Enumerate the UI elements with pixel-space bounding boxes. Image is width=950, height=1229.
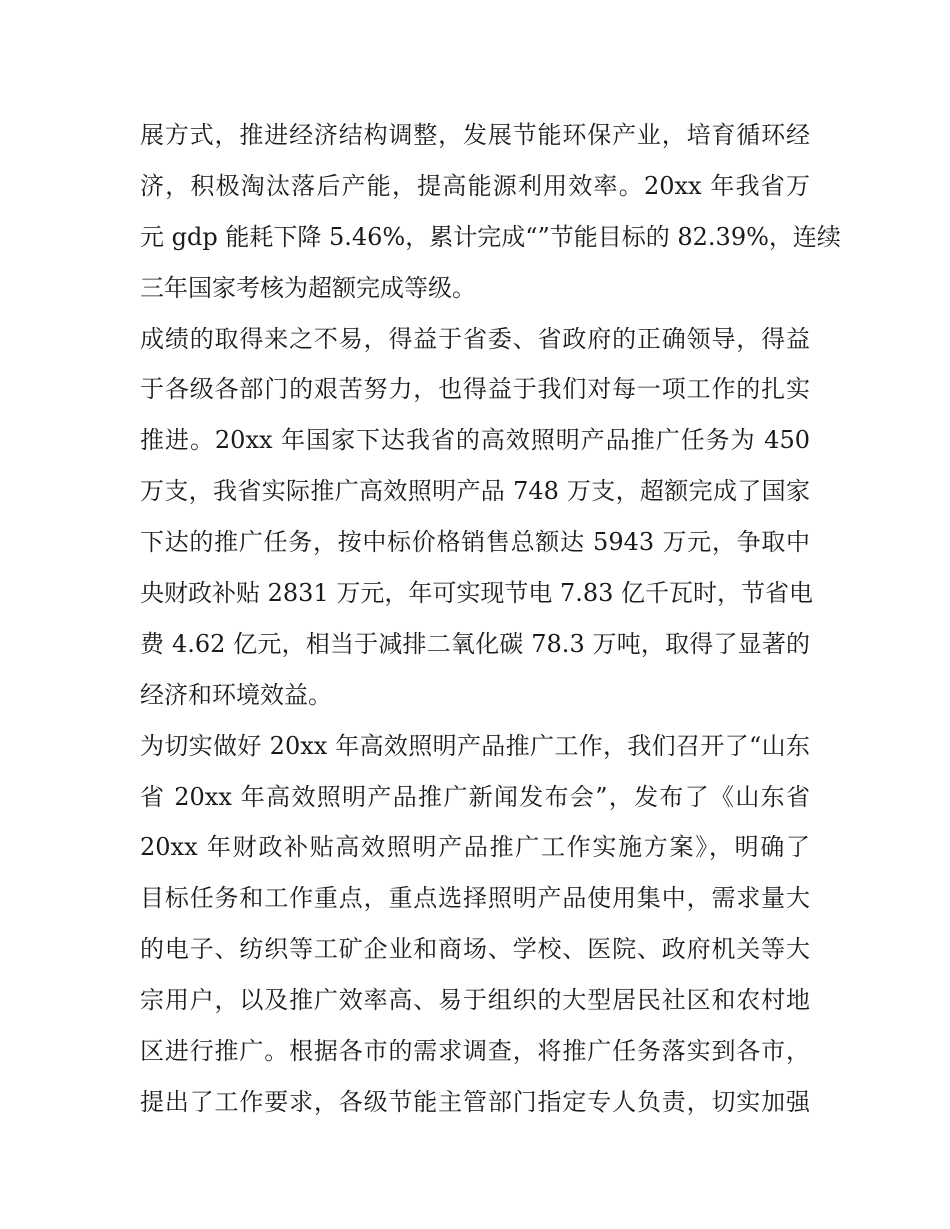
text-line: 为切实做好 20xx 年高效照明产品推广工作，我们召开了“山东 xyxy=(140,731,810,760)
text-line: 宗用户，以及推广效率高、易于组织的大型居民社区和农村地 xyxy=(140,986,810,1015)
text-line: 三年国家考核为超额完成等级。 xyxy=(140,273,476,302)
text-line: 于各级各部门的艰苦努力，也得益于我们对每一项工作的扎实 xyxy=(140,375,810,404)
text-line: 经济和环境效益。 xyxy=(140,680,332,709)
text-line: 央财政补贴 2831 万元，年可实现节电 7.83 亿千瓦时，节省电 xyxy=(140,579,814,608)
text-line: 目标任务和工作重点，重点选择照明产品使用集中，需求量大 xyxy=(140,884,810,913)
text-line: 展方式，推进经济结构调整，发展节能环保产业，培育循环经 xyxy=(140,121,810,149)
document-body xyxy=(140,110,841,1128)
text-line: 元 gdp 能耗下降 5.46%，累计完成“”节能目标的 82.39%，连续 xyxy=(140,222,841,251)
text-line: 提出了工作要求，各级节能主管部门指定专人负责，切实加强 xyxy=(140,1087,810,1116)
text-line: 推进。20xx 年国家下达我省的高效照明产品推广任务为 450 xyxy=(140,426,810,455)
text-line: 的电子、纺织等工矿企业和商场、学校、医院、政府机关等大 xyxy=(140,935,810,964)
text-line: 济，积极淘汰落后产能，提高能源利用效率。20xx 年我省万 xyxy=(140,171,810,200)
text-line: 万支，我省实际推广高效照明产品 748 万支，超额完成了国家 xyxy=(140,477,810,506)
text-line: 成绩的取得来之不易，得益于省委、省政府的正确领导，得益 xyxy=(140,324,810,353)
text-line: 省 20xx 年高效照明产品推广新闻发布会”，发布了《山东省 xyxy=(140,782,810,811)
text-line: 费 4.62 亿元，相当于减排二氧化碳 78.3 万吨，取得了显著的 xyxy=(140,629,810,658)
text-line: 20xx 年财政补贴高效照明产品推广工作实施方案》，明确了 xyxy=(140,833,810,862)
text-line: 下达的推广任务，按中标价格销售总额达 5943 万元，争取中 xyxy=(140,528,810,557)
text-line: 区进行推广。根据各市的需求调查，将推广任务落实到各市， xyxy=(140,1037,810,1066)
